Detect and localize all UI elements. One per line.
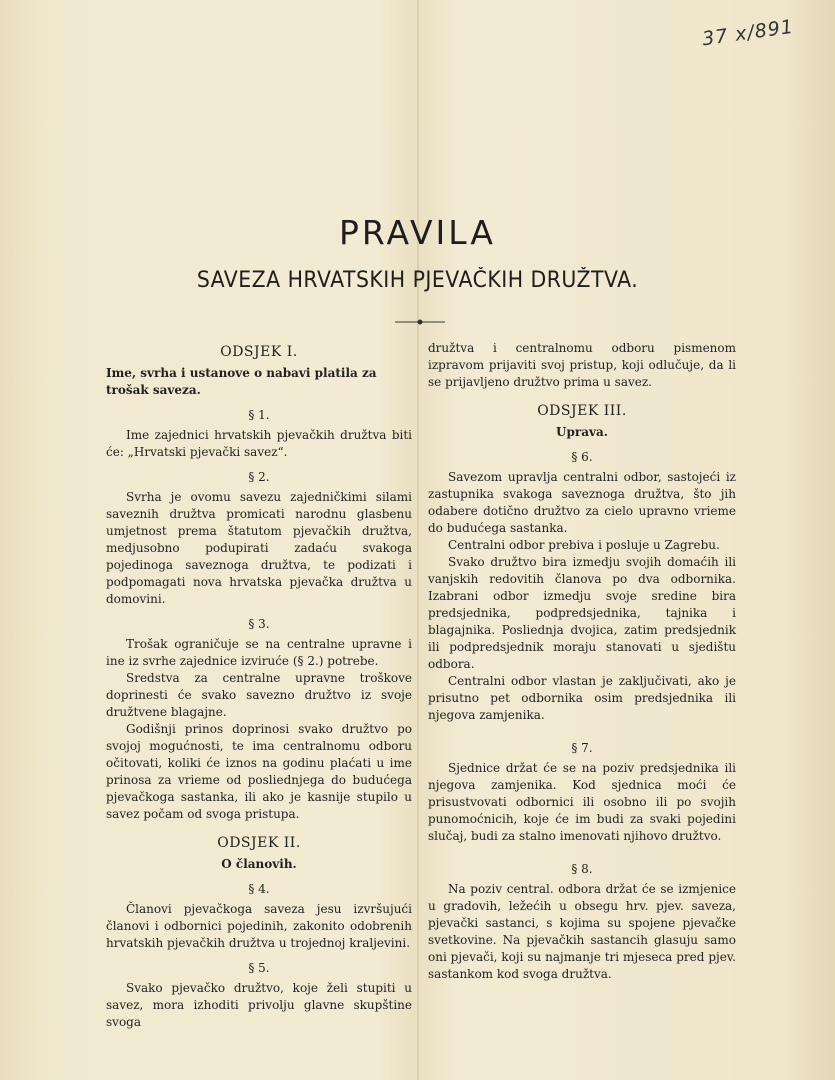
paragraph-number: § 8. xyxy=(571,862,593,876)
paragraph-text: Članovi pjevačkoga saveza jesu izvršujući članovi i odbornici pojedinih, zakonito odobrenih hrvatskih pjevačkih družtva u trojednoj kraljevini. xyxy=(106,902,412,950)
left-column xyxy=(106,340,412,1031)
ornament-divider xyxy=(395,318,445,326)
paragraph-text: Centralni odbor vlastan je zaključivati, ako je prisutno pet odbornika osim predsjednika ili njegova zamjenika. xyxy=(428,674,736,722)
right-column xyxy=(428,340,736,983)
fold-line xyxy=(417,0,419,1080)
paragraph-text: Sredstva za centralne upravne troškove doprinesti će svako savezno družtvo iz svoje družtvene blagajne. xyxy=(106,671,412,719)
page-title: PRAVILA xyxy=(339,213,496,252)
paragraph-text: Savezom upravlja centralni odbor, sastojeći iz zastupnika svakoga saveznoga družtva, što jih odabere dotično družtvo za cielo upravno vrieme do budućega sastanka. xyxy=(428,470,736,535)
paragraph-text: Centralni odbor prebiva i posluje u Zagrebu. xyxy=(448,538,720,552)
paragraph-text: Ime zajednici hrvatskih pjevačkih družtva biti će: „Hrvatski pjevački savez“. xyxy=(106,428,412,459)
section-subheading: O članovih. xyxy=(221,857,297,871)
paragraph-number: § 6. xyxy=(571,450,593,464)
paragraph-text: Svako družtvo bira izmedju svojih domaćih ili vanjskih redovitih članova po dva odbornika. Izabrani odbor izmedju svoje sredine bira predsjednika, podpredsjednika, tajnika i blagajnika. Posliednja dvojica, zatim predsjednik ili podpredsjednik moraju stanovati u sjedištu odbora. xyxy=(428,555,736,671)
paragraph-number: § 2. xyxy=(248,470,270,484)
paragraph-number: § 3. xyxy=(248,617,270,631)
archive-number: 37 x/891 xyxy=(700,15,796,51)
paragraph-text: Svrha je ovomu savezu zajedničkimi silami saveznih družtva promicati narodnu glasbenu umjetnost prema štatutom pjevačkih družtva, medjusobno podupirati zadaću svakoga pojedinoga saveznoga družtva, te podizati i podpomagati nova hrvatska pjevačka družtva u domovini. xyxy=(106,490,412,606)
paragraph-number: § 7. xyxy=(571,741,593,755)
paragraph-number: § 4. xyxy=(248,882,270,896)
paragraph-text: Trošak ograničuje se na centralne upravne i ine iz svrhe zajednice izviruće (§ 2.) potrebe. xyxy=(106,637,412,668)
paragraph-text: družtva i centralnomu odboru pismenom izpravom prijaviti svoj pristup, koji odlučuje, da li se prijavljeno družtvo prima u savez. xyxy=(428,341,736,389)
paragraph-text: Sjednice držat će se na poziv predsjednika ili njegova zamjenika. Kod sjednica moći će prisustvovati odbornici ili osobno ili po svojih punomoćnicih, koje će im budi za svaki pojedini slučaj, budi za stalno imenovati njihovo družtvo. xyxy=(428,761,736,843)
paragraph-number: § 1. xyxy=(248,408,270,422)
section-heading: ODSJEK III. xyxy=(537,403,627,419)
paragraph-text: Godišnji prinos doprinosi svako družtvo po svojoj mogućnosti, te ima centralnomu odboru očitovati, koliki će iznos na godinu plaćati u ime prinosa za vrieme od posliednjega do budućega pjevačkoga sastanka, ili ako je kasnije stupilo u savez počam od svoga pristupa. xyxy=(106,722,412,821)
section-subheading: Ime, svrha i ustanove o nabavi platila za trošak saveza. xyxy=(106,366,377,397)
paragraph-text: Na poziv central. odbora držat će se izmjenice u gradovih, ležećih u obsegu hrv. pjev. saveza, pjevački sastanci, s kojima su spojene pjevačke svetkovine. Na pjevačkih sastancih glasuju samo oni pjevači, koji su najmanje tri mjeseca pred pjev. sastankom kod svoga družtva. xyxy=(428,882,736,981)
section-heading: ODSJEK I. xyxy=(220,344,298,360)
paragraph-text: Svako pjevačko družtvo, koje želi stupiti u savez, mora izhoditi privolju glavne skupštine svoga xyxy=(106,981,412,1029)
paragraph-number: § 5. xyxy=(248,961,270,975)
section-subheading: Uprava. xyxy=(556,425,608,439)
section-heading: ODSJEK II. xyxy=(217,835,301,851)
page-subtitle: SAVEZA HRVATSKIH PJEVAČKIH DRUŽTVA. xyxy=(196,268,639,293)
